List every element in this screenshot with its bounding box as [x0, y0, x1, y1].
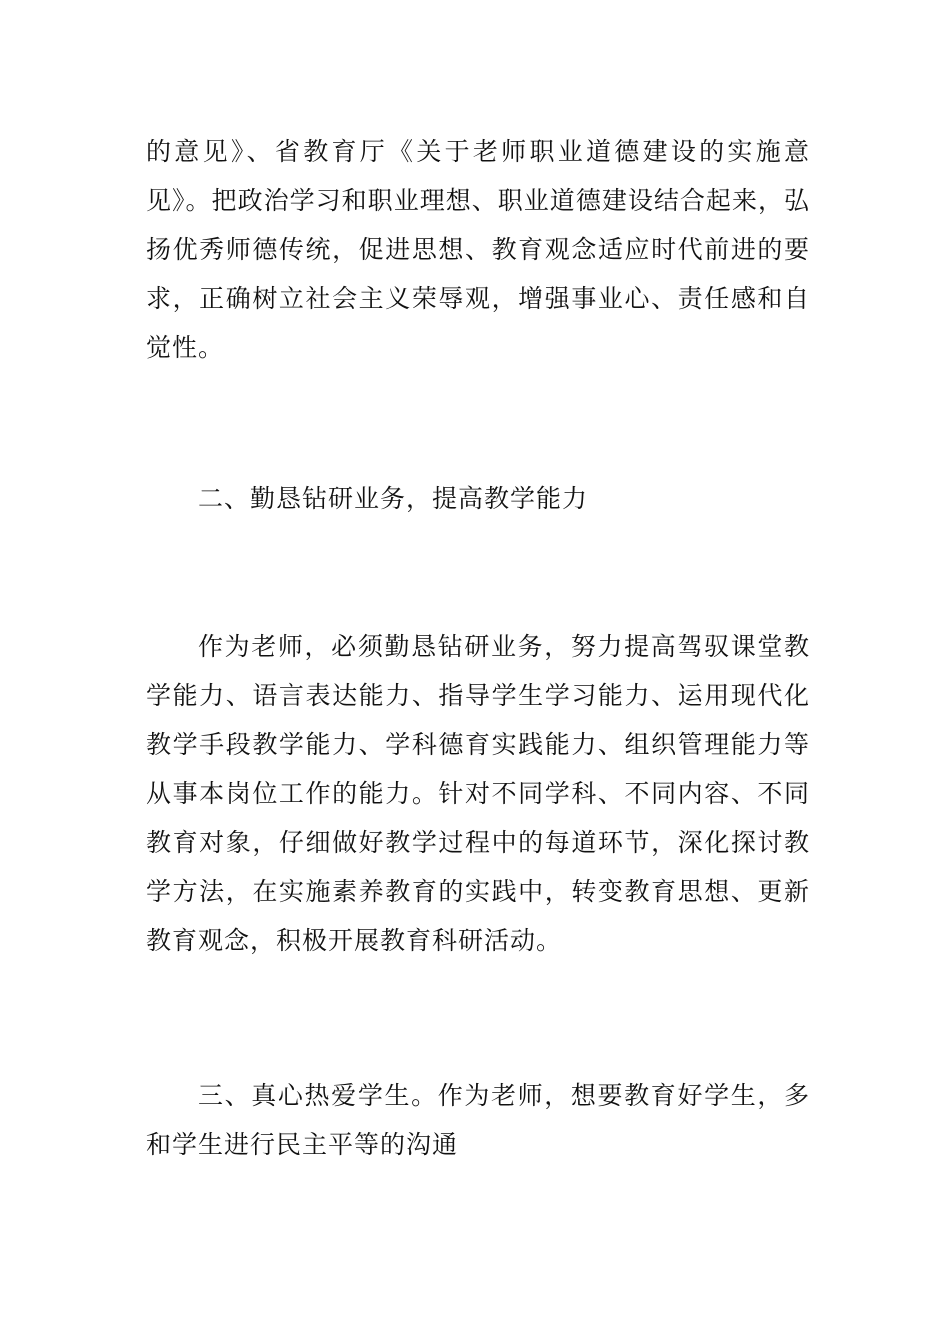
section-heading-3-paragraph: 三、真心热爱学生。作为老师，想要教育好学生，多和学生进行民主平等的沟通 [146, 1081, 810, 1159]
section-heading-2: 二、勤恳钻研业务，提高教学能力 [198, 484, 589, 513]
paragraph-continuation: 的意见》、省教育厅《关于老师职业道德建设的实施意见》。把政治学习和职业理想、职业道德建设结合起来，弘扬优秀师德传统，促进思想、教育观念适应时代前进的要求，正确树立社会主义荣辱观，增强事业心、责任感和自觉性。 [146, 137, 810, 362]
paragraph-teaching-ability: 作为老师，必须勤恳钻研业务，努力提高驾驭课堂教学能力、语言表达能力、指导学生学习能力、运用现代化教学手段教学能力、学科德育实践能力、组织管理能力等从事本岗位工作的能力。针对不同学科、不同内容、不同教育对象，仔细做好教学过程中的每道环节，深化探讨教学方法，在实施素养教育的实践中，转变教育思想、更新教育观念，积极开展教育科研活动。 [146, 632, 810, 955]
